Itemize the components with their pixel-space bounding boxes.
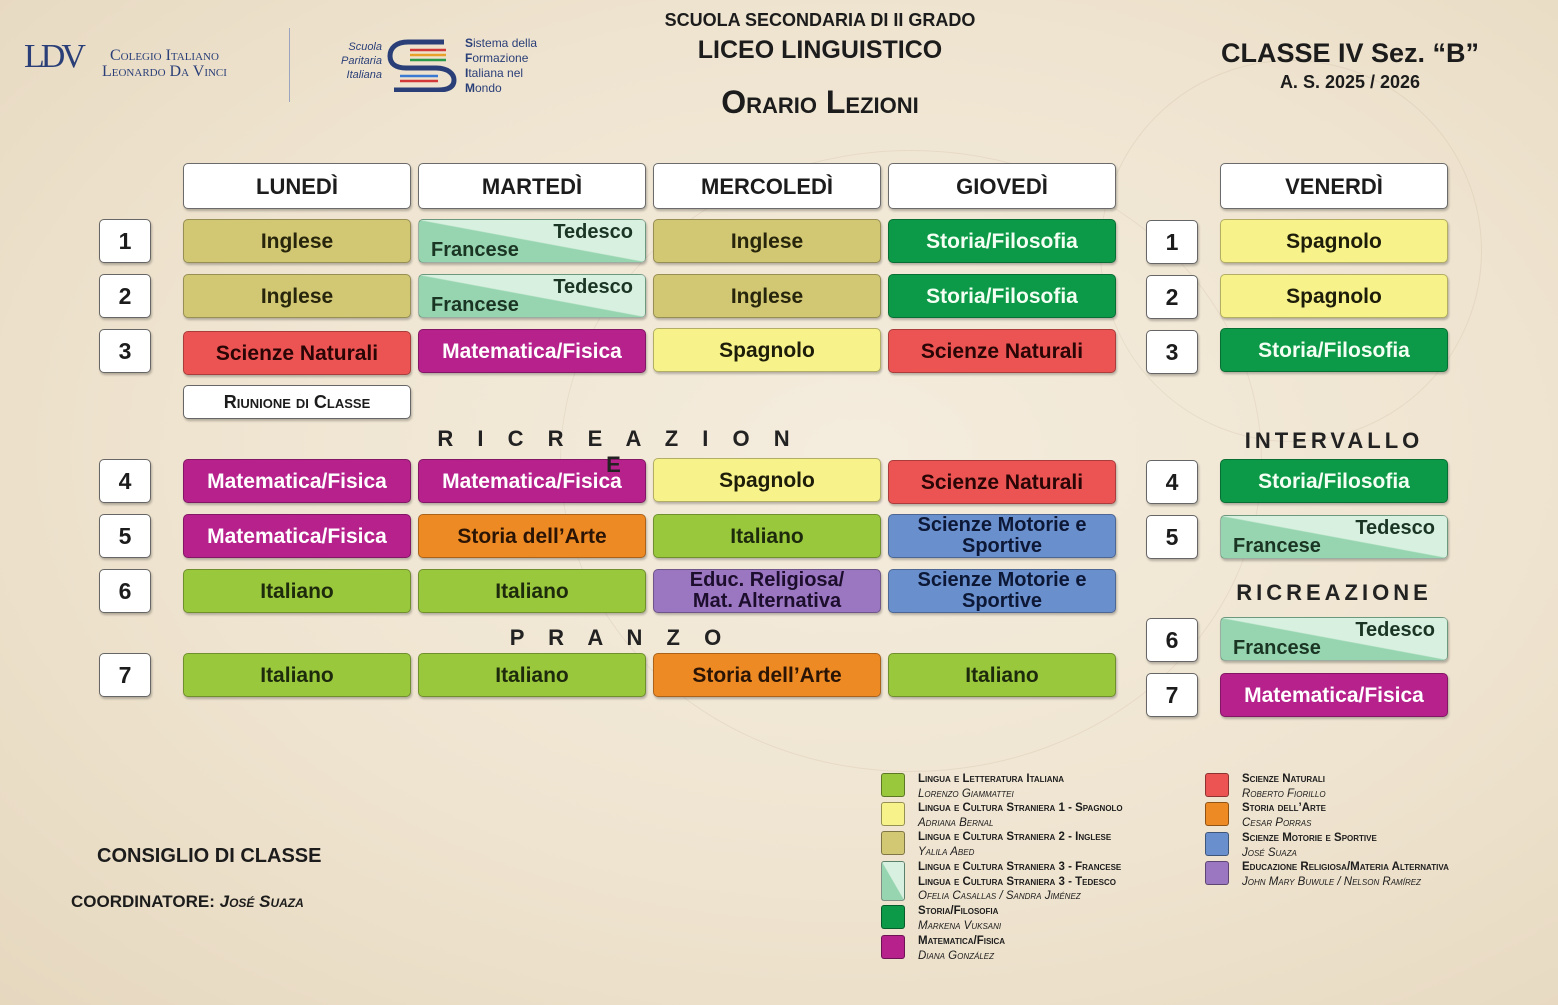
period-number: 2 xyxy=(1146,275,1198,319)
legend-swatch xyxy=(1205,832,1229,856)
college-name-line2: Leonardo Da Vinci xyxy=(102,63,227,80)
college-name-line1: Colegio Italiano xyxy=(109,47,219,64)
lesson-cell: Matematica/Fisica xyxy=(418,459,646,503)
legend-title: Storia/Filosofia xyxy=(918,905,999,917)
split-lesson-b: Tedesco xyxy=(1355,517,1435,539)
lesson-cell-split xyxy=(418,274,646,318)
legend-title: Lingua e Cultura Straniera 2 - Inglese xyxy=(918,831,1112,843)
period-number: 1 xyxy=(1146,220,1198,264)
lesson-cell: Educ. Religiosa/ Mat. Alternativa xyxy=(653,569,881,613)
legend-teacher: Cesar Porras xyxy=(1242,816,1312,829)
legend-teacher: Roberto Fiorillo xyxy=(1242,787,1326,800)
lesson-cell-split xyxy=(418,219,646,263)
class-label: CLASSE IV Sez. “B” xyxy=(1220,38,1480,68)
ldv-logo: LDV xyxy=(24,38,82,75)
lesson-cell: Scienze Naturali xyxy=(183,331,411,375)
legend-title: Matematica/Fisica xyxy=(918,935,1006,947)
legend-title: Scienze Motorie e Sportive xyxy=(1242,832,1377,844)
legend-teacher: Ofelia Casallas / Sandra Jiménez xyxy=(918,890,1081,902)
day-header-lunedi: LUNEDÌ xyxy=(183,163,411,209)
lesson-cell: Spagnolo xyxy=(653,458,881,502)
legend-swatch xyxy=(881,861,905,901)
legend-title: Lingua e Cultura Straniera 1 - Spagnolo xyxy=(918,802,1123,814)
lesson-cell: Storia dell’Arte xyxy=(653,653,881,697)
legend-title: Lingua e Letteratura Italiana xyxy=(918,773,1065,785)
legend-title: Lingua e Cultura Straniera 3 - Francese xyxy=(918,861,1122,873)
lesson-cell: Italiano xyxy=(653,514,881,558)
lesson-cell-split xyxy=(1220,515,1448,559)
lesson-cell: Matematica/Fisica xyxy=(183,459,411,503)
period-number: 5 xyxy=(99,514,151,558)
lesson-cell: Matematica/Fisica xyxy=(183,514,411,558)
sfi-name-line: Formazione xyxy=(465,51,529,65)
period-number: 6 xyxy=(99,569,151,613)
day-header-martedi: MARTEDÌ xyxy=(418,163,646,209)
lesson-cell: Storia/Filosofia xyxy=(888,274,1116,318)
lesson-cell: Scienze Motorie e Sportive xyxy=(888,569,1116,613)
legend-teacher: Diana González xyxy=(918,949,995,962)
coordinatore-name: José Suaza xyxy=(219,892,304,911)
period-number: 7 xyxy=(1146,673,1198,717)
legend-teacher: John Mary Buwule / Nelson Ramírez xyxy=(1242,875,1421,888)
sfi-caption-line: Italiana xyxy=(346,69,382,81)
legend-title: Lingua e Cultura Straniera 3 - Tedesco xyxy=(918,875,1116,888)
lesson-cell: Italiano xyxy=(183,569,411,613)
legend-teacher: Markena Vuksani xyxy=(918,919,1002,932)
intervallo-label: INTERVALLO xyxy=(1244,428,1424,453)
lesson-cell: Scienze Naturali xyxy=(888,460,1116,504)
school-type: LICEO LINGUISTICO xyxy=(697,36,943,64)
legend-title: Scienze Naturali xyxy=(1242,773,1326,785)
sfi-caption-line: Paritaria xyxy=(341,55,382,67)
consiglio-title: CONSIGLIO DI CLASSE xyxy=(97,845,322,867)
college-name xyxy=(102,48,227,80)
lesson-cell: Storia/Filosofia xyxy=(1220,328,1448,372)
lesson-cell: Scienze Motorie e Sportive xyxy=(888,514,1116,558)
lesson-cell: Italiano xyxy=(183,653,411,697)
period-number: 1 xyxy=(99,219,151,263)
period-number: 2 xyxy=(99,274,151,318)
split-lesson-b: Tedesco xyxy=(1355,619,1435,641)
lesson-cell: Italiano xyxy=(418,569,646,613)
coordinatore-label: COORDINATORE: xyxy=(71,892,215,911)
lesson-cell: Matematica/Fisica xyxy=(1220,673,1448,717)
day-header-venerdi: VENERDÌ xyxy=(1220,163,1448,209)
legend-swatch xyxy=(881,935,905,959)
lesson-cell: Inglese xyxy=(183,219,411,263)
coordinatore xyxy=(71,892,304,912)
legend-teacher: José Suaza xyxy=(1242,846,1297,859)
split-lesson-a: Francese xyxy=(1233,637,1321,659)
lesson-cell: Spagnolo xyxy=(653,328,881,372)
lesson-cell: Matematica/Fisica xyxy=(418,329,646,373)
sfi-name xyxy=(465,36,537,96)
period-number: 4 xyxy=(99,459,151,503)
legend-swatch xyxy=(1205,802,1229,826)
logo-divider xyxy=(289,28,290,102)
split-lesson-a: Francese xyxy=(431,239,519,261)
legend-swatch xyxy=(881,773,905,797)
lesson-cell: Storia dell’Arte xyxy=(418,514,646,558)
riunione-label: Riunione di Classe xyxy=(183,385,411,419)
period-number: 3 xyxy=(99,329,151,373)
split-lesson-b: Tedesco xyxy=(553,221,633,243)
ricreazione-venerdi-label: RICREAZIONE xyxy=(1236,580,1432,605)
legend-teacher: Yalila Abed xyxy=(918,845,975,858)
split-lesson-a: Francese xyxy=(431,294,519,316)
period-number: 4 xyxy=(1146,460,1198,504)
school-year: A. S. 2025 / 2026 xyxy=(1279,72,1421,92)
lesson-cell-split xyxy=(1220,617,1448,661)
lesson-cell: Inglese xyxy=(653,274,881,318)
lesson-cell: Spagnolo xyxy=(1220,219,1448,263)
legend-teacher: Lorenzo Giammattei xyxy=(918,787,1014,800)
day-header-giovedi: GIOVEDÌ xyxy=(888,163,1116,209)
period-number: 6 xyxy=(1146,618,1198,662)
sfi-name-line: Italiana nel xyxy=(465,66,524,80)
legend-title: Storia dell’Arte xyxy=(1242,802,1326,814)
day-header-mercoledi: MERCOLEDÌ xyxy=(653,163,881,209)
period-number: 3 xyxy=(1146,330,1198,374)
lesson-cell: Inglese xyxy=(653,219,881,263)
ricreazione-label: R I C R E A Z I O N E xyxy=(437,426,799,477)
period-number: 7 xyxy=(99,653,151,697)
lesson-cell: Italiano xyxy=(888,653,1116,697)
sfi-logo-icon xyxy=(386,36,460,92)
sfi-caption-line: Scuola xyxy=(348,41,382,53)
lesson-cell: Spagnolo xyxy=(1220,274,1448,318)
lesson-cell: Scienze Naturali xyxy=(888,329,1116,373)
school-level: SCUOLA SECONDARIA DI II GRADO xyxy=(664,10,976,30)
lesson-cell: Inglese xyxy=(183,274,411,318)
page-title: Orario Lezioni xyxy=(721,84,919,120)
legend-swatch xyxy=(881,831,905,855)
sfi-name-line: Mondo xyxy=(465,81,502,95)
split-lesson-b: Tedesco xyxy=(553,276,633,298)
lesson-cell: Italiano xyxy=(418,653,646,697)
sfi-name-line: Sistema della xyxy=(465,36,538,50)
legend-title: Educazione Religiosa/Materia Alternativa xyxy=(1242,861,1449,873)
sfi-caption xyxy=(330,40,382,82)
legend-swatch xyxy=(881,802,905,826)
split-lesson-a: Francese xyxy=(1233,535,1321,557)
lesson-cell: Storia/Filosofia xyxy=(888,219,1116,263)
legend-swatch xyxy=(881,905,905,929)
pranzo-label: P R A N Z O xyxy=(509,625,731,650)
legend-swatch xyxy=(1205,773,1229,797)
period-number: 5 xyxy=(1146,515,1198,559)
legend-swatch xyxy=(1205,861,1229,885)
lesson-cell: Storia/Filosofia xyxy=(1220,459,1448,503)
legend-teacher: Adriana Bernal xyxy=(918,816,994,829)
